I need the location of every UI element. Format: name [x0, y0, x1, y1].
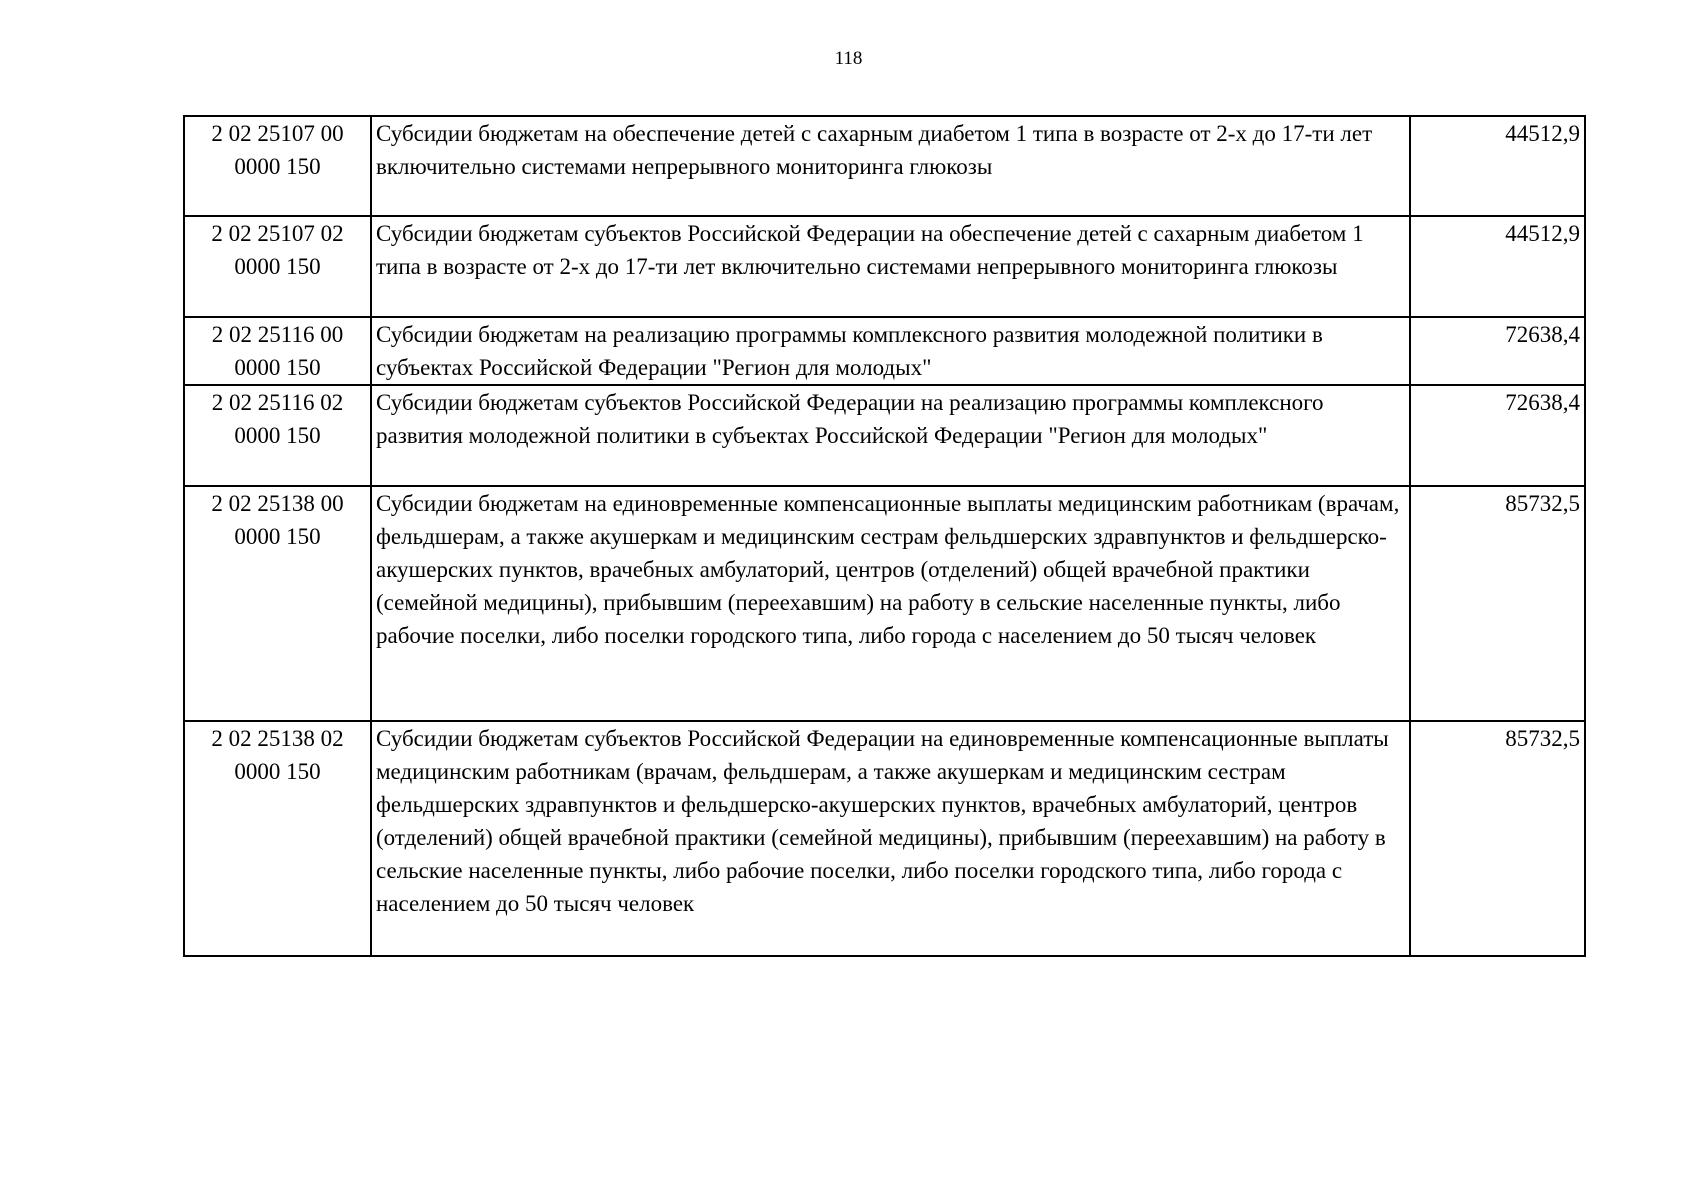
classification-code-cell: [184, 721, 371, 956]
code-line: 0000 150: [234, 524, 321, 549]
classification-code-cell: [184, 317, 371, 385]
code-line: 0000 150: [234, 759, 321, 784]
description-cell: Субсидии бюджетам субъектов Российской Федерации на реализацию программы комплексного развития молодежной политики в субъектах Российской Федерации "Регион для молодых": [371, 385, 1410, 486]
page-number: 118: [834, 48, 863, 69]
description-cell: Субсидии бюджетам на реализацию программы комплексного развития молодежной политики в субъектах Российской Федерации "Регион для молодых": [371, 317, 1410, 385]
amount-cell: 72638,4: [1410, 385, 1585, 486]
table-row: [184, 385, 1585, 486]
description-cell: Субсидии бюджетам на единовременные компенсационные выплаты медицинским работникам (врачам, фельдшерам, а также акушеркам и медицинским сестрам фельдшерских здравпунктов и фельдшерско-акушерских пунктов, врачебных амбулаторий, центров (отделений) общей врачебной практики (семейной медицины), прибывшим (переехавшим) на работу в сельские населенные пункты, либо рабочие поселки, либо поселки городского типа, либо города с населением до 50 тысяч человек: [371, 486, 1410, 721]
table-row: [184, 721, 1585, 956]
code-line: 0000 150: [234, 254, 321, 279]
code-line: 2 02 25116 00: [211, 322, 344, 347]
classification-code-cell: [184, 116, 371, 216]
description-cell: Субсидии бюджетам субъектов Российской Федерации на единовременные компенсационные выплаты медицинским работникам (врачам, фельдшерам, а также акушеркам и медицинским сестрам фельдшерских здравпунктов и фельдшерско-акушерских пунктов, врачебных амбулаторий, центров (отделений) общей врачебной практики (семейной медицины), прибывшим (переехавшим) на работу в сельские населенные пункты, либо рабочие поселки, либо поселки городского типа, либо города с населением до 50 тысяч человек: [371, 721, 1410, 956]
code-line: 2 02 25107 02: [211, 221, 344, 246]
table-row: [184, 116, 1585, 216]
table-row: [184, 317, 1585, 385]
code-line: 0000 150: [234, 355, 321, 380]
classification-code-cell: [184, 216, 371, 317]
amount-cell: 85732,5: [1410, 486, 1585, 721]
classification-code-cell: [184, 385, 371, 486]
amount-cell: 44512,9: [1410, 216, 1585, 317]
code-line: 2 02 25138 02: [211, 726, 344, 751]
code-line: 0000 150: [234, 423, 321, 448]
amount-cell: 44512,9: [1410, 116, 1585, 216]
code-line: 2 02 25116 02: [211, 390, 344, 415]
table-row: [184, 486, 1585, 721]
description-cell: Субсидии бюджетам на обеспечение детей с сахарным диабетом 1 типа в возрасте от 2-х до 17-ти лет включительно системами непрерывного мониторинга глюкозы: [371, 116, 1410, 216]
amount-cell: 72638,4: [1410, 317, 1585, 385]
code-line: 0000 150: [234, 154, 321, 179]
code-line: 2 02 25138 00: [211, 491, 344, 516]
amount-cell: 85732,5: [1410, 721, 1585, 956]
classification-code-cell: [184, 486, 371, 721]
code-line: 2 02 25107 00: [211, 121, 344, 146]
budget-revenue-table: [183, 115, 1586, 957]
table-row: [184, 216, 1585, 317]
description-cell: Субсидии бюджетам субъектов Российской Федерации на обеспечение детей с сахарным диабетом 1 типа в возрасте от 2-х до 17-ти лет включительно системами непрерывного мониторинга глюкозы: [371, 216, 1410, 317]
